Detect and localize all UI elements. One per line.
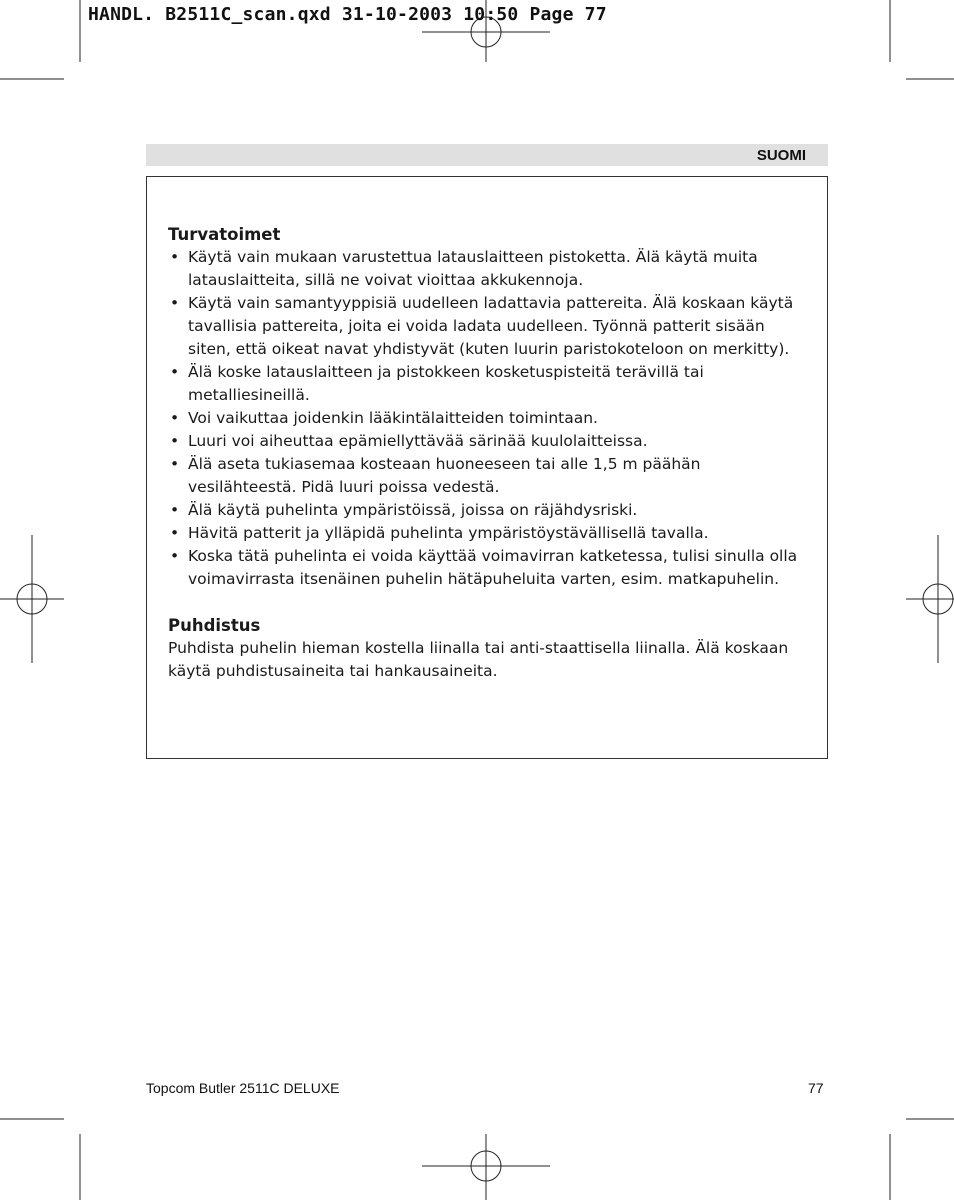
language-label: SUOMI <box>756 147 806 164</box>
safety-list <box>168 246 798 591</box>
list-item: • Älä koske latauslaitteen ja pistokkeen kosketuspisteitä terävillä tai metalliesineillä. <box>168 361 798 407</box>
content-inner <box>168 223 798 683</box>
list-item: • Hävitä patterit ja ylläpidä puhelinta ympäristöystävällisellä tavalla. <box>168 522 798 545</box>
list-item: • Luuri voi aiheuttaa epämiellyttävää särinää kuulolaitteissa. <box>168 430 798 453</box>
footer-product: Topcom Butler 2511C DELUXE <box>146 1080 340 1096</box>
content-box <box>146 176 828 759</box>
list-item: • Älä aseta tukiasemaa kosteaan huoneeseen tai alle 1,5 m päähän vesilähteestä. Pidä luuri poissa vedestä. <box>168 453 798 499</box>
language-bar <box>146 144 828 166</box>
cleaning-text: Puhdista puhelin hieman kostella liinalla tai anti-staattisella liinalla. Älä koskaan käytä puhdistusaineita tai hankausaineita. <box>168 639 789 680</box>
list-item: • Käytä vain mukaan varustettua latauslaitteen pistoketta. Älä käytä muita latauslaitteita, sillä ne voivat vioittaa akkukennoja. <box>168 246 798 292</box>
list-item: • Käytä vain samantyyppisiä uudelleen ladattavia pattereita. Älä koskaan käytä tavallisia pattereita, joita ei voida ladata uudelleen. Työnnä patterit sisään siten, että oikeat navat yhdistyvät (kuten luurin paristokoteloon on merkitty). <box>168 292 798 361</box>
print-slug: HANDL. B2511C_scan.qxd 31-10-2003 10:50 Page 77 <box>88 4 607 25</box>
list-item: • Voi vaikuttaa joidenkin lääkintälaitteiden toimintaan. <box>168 407 798 430</box>
cleaning-heading: Puhdistus <box>168 616 261 635</box>
safety-heading: Turvatoimet <box>168 225 281 244</box>
list-item: • Koska tätä puhelinta ei voida käyttää voimavirran katketessa, tulisi sinulla olla voimavirrasta itsenäinen puhelin hätäpuheluita varten, esim. matkapuhelin. <box>168 545 798 591</box>
page-number: 77 <box>808 1080 824 1096</box>
list-item: • Älä käytä puhelinta ympäristöissä, joissa on räjähdysriski. <box>168 499 798 522</box>
section-spacer <box>168 591 798 614</box>
